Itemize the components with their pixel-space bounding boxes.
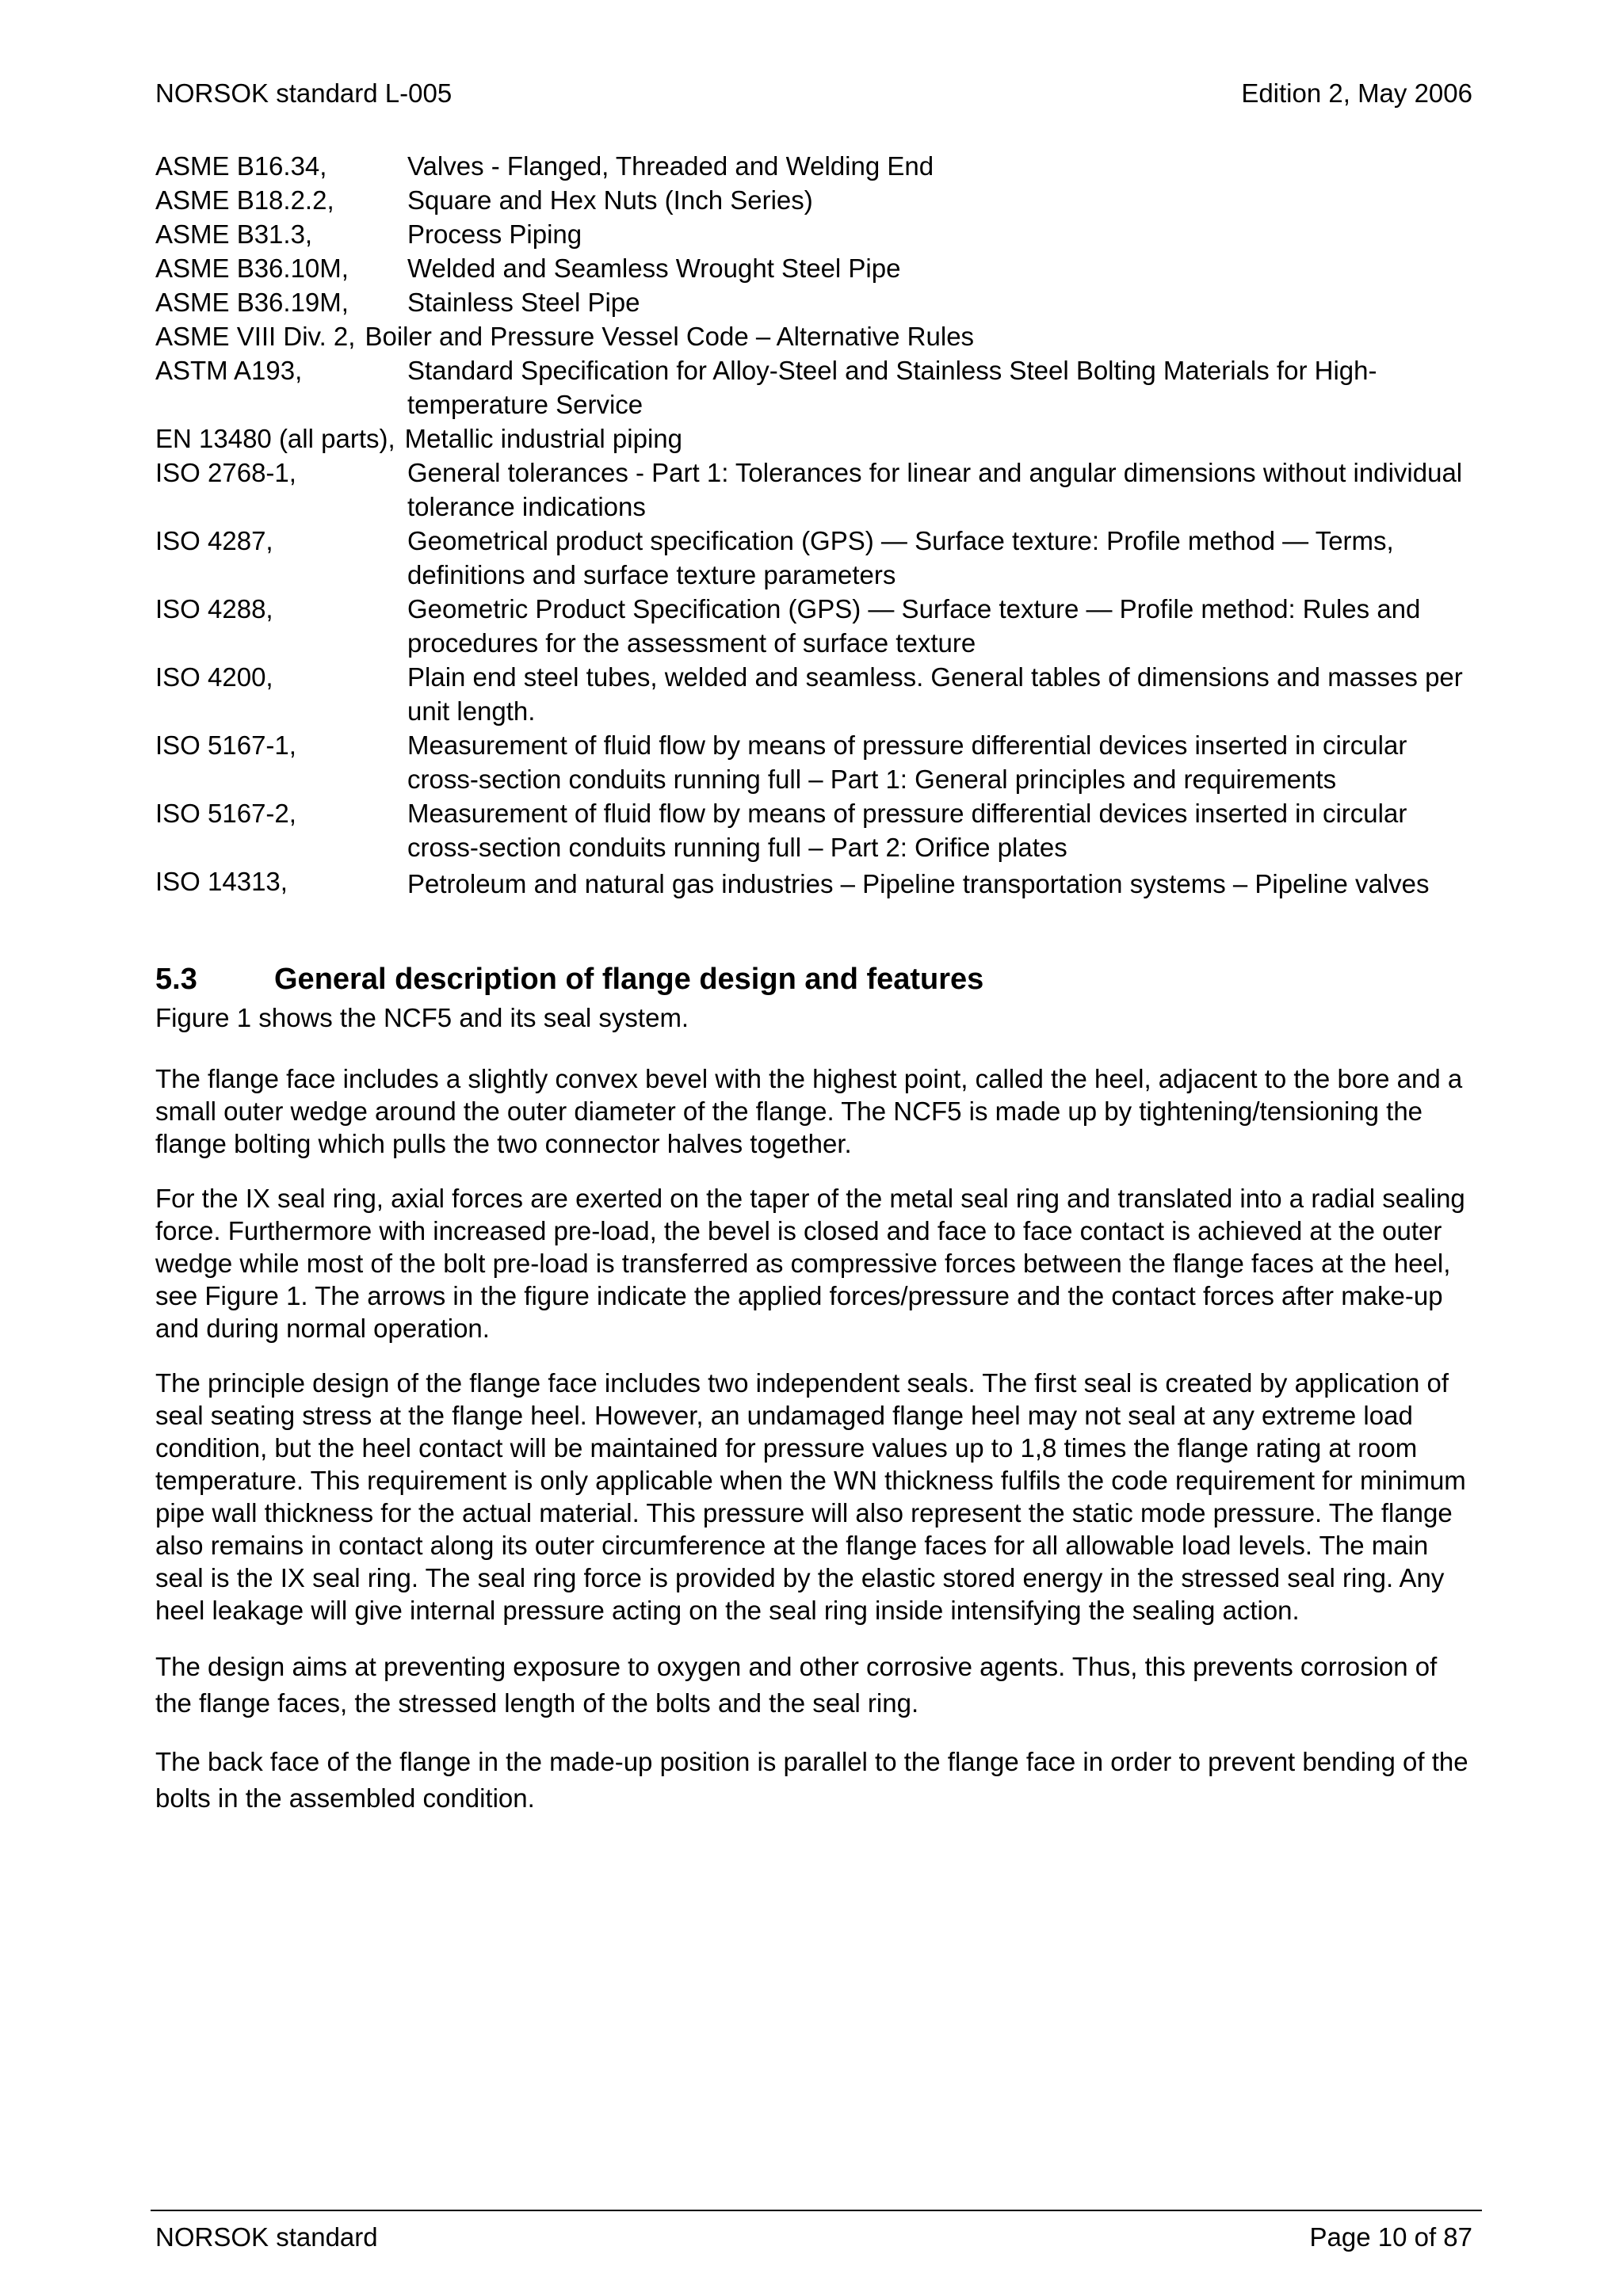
reference-title: Stainless Steel Pipe (407, 288, 640, 317)
reference-title: Geometrical product specification (GPS) — Surface texture: Profile method — Terms, definitions and surface texture parameters (407, 526, 1394, 589)
section-title: General description of flange design and features (274, 963, 984, 996)
reference-code: ASME B36.19M, (155, 288, 349, 317)
reference-code: ISO 14313, (155, 867, 288, 896)
reference-title: Welded and Seamless Wrought Steel Pipe (407, 254, 901, 283)
reference-code: ASME B36.10M, (155, 254, 349, 283)
normative-references-list (155, 149, 1471, 904)
body-paragraph: Figure 1 shows the NCF5 and its seal system. (155, 1003, 689, 1032)
header-edition: Edition 2, May 2006 (1241, 78, 1472, 108)
header-standard-name: NORSOK standard L-005 (155, 78, 453, 108)
reference-code: EN 13480 (all parts), (155, 424, 395, 453)
reference-code: ISO 4288, (155, 594, 273, 624)
footer-divider (151, 2210, 1482, 2211)
reference-title: Measurement of fluid flow by means of pressure differential devices inserted in circular cross-section conduits running full – Part 2: Orifice plates (407, 799, 1407, 862)
body-paragraph: For the IX seal ring, axial forces are exerted on the taper of the metal seal ring and translated into a radial sealing force. Furthermore with increased pre-load, the bevel is closed and face to face contact is achieved at the outer wedge while most of the bolt pre-load is transferred as compressive forces between the flange faces at the heel, see Figure 1. The arrows in the figure indicate the applied forces/pressure and the contact forces after make-up and during normal operation. (155, 1184, 1465, 1343)
reference-row (155, 217, 1471, 251)
reference-code: ASME B31.3, (155, 219, 313, 249)
reference-row (155, 524, 1471, 592)
section-5-3 (155, 960, 1471, 1839)
reference-code: ASME B16.34, (155, 151, 327, 181)
reference-row (155, 660, 1471, 728)
reference-code: ASTM A193, (155, 356, 303, 385)
reference-title: Process Piping (407, 219, 582, 249)
reference-title: Metallic industrial piping (404, 424, 682, 453)
reference-title: General tolerances - Part 1: Tolerances for linear and angular dimensions without individual tolerance indications (407, 458, 1463, 521)
reference-row (155, 183, 1471, 217)
body-paragraph: The flange face includes a slightly convex bevel with the highest point, called the heel, adjacent to the bore and a small outer wedge around the outer diameter of the flange. The NCF5 is made up by tightening/tensioning the flange bolting which pulls the two connector halves together. (155, 1064, 1463, 1158)
reference-code: ISO 5167-1, (155, 730, 296, 760)
page-header (155, 78, 1472, 109)
reference-code: ISO 5167-2, (155, 799, 296, 828)
section-heading (155, 960, 1471, 998)
reference-row (155, 353, 1471, 421)
reference-code: ISO 4200, (155, 662, 273, 692)
reference-title: Measurement of fluid flow by means of pressure differential devices inserted in circular cross-section conduits running full – Part 1: General principles and requirements (407, 730, 1407, 794)
reference-row (155, 456, 1471, 524)
body-paragraph: The principle design of the flange face includes two independent seals. The first seal is created by application of seal seating stress at the flange heel. However, an undamaged flange heel may not seal at any extreme load condition, but the heel contact will be maintained for pressure values up to 1,8 times the flange rating at room temperature. This requirement is only applicable when the WN thickness fulfils the code requirement for minimum pipe wall thickness for the actual material. This pressure will also represent the static mode pressure. The flange also remains in contact along its outer circumference at the flange faces for all allowable load levels. The main seal is the IX seal ring. The seal ring force is provided by the elastic stored energy in the stressed seal ring. Any heel leakage will give internal pressure acting on the seal ring inside intensifying the sealing action. (155, 1368, 1466, 1625)
reference-row (155, 251, 1471, 285)
reference-title: Petroleum and natural gas industries – Pipeline transportation systems – Pipeline valves (407, 869, 1430, 898)
section-number: 5.3 (155, 963, 197, 996)
reference-row (155, 728, 1471, 796)
page-number: Page 10 of 87 (1309, 2222, 1472, 2252)
body-paragraph: The back face of the flange in the made-up position is parallel to the flange face in order to prevent bending of the bolts in the assembled condition. (155, 1747, 1468, 1813)
reference-title: Valves - Flanged, Threaded and Welding End (407, 151, 934, 181)
reference-row (155, 421, 1471, 456)
reference-title: Plain end steel tubes, welded and seamless. General tables of dimensions and masses per unit length. (407, 662, 1463, 726)
reference-code: ISO 4287, (155, 526, 273, 555)
reference-code: ASME VIII Div. 2, (155, 322, 356, 351)
reference-title: Standard Specification for Alloy-Steel and Stainless Steel Bolting Materials for High-temperature Service (407, 356, 1377, 419)
reference-title: Geometric Product Specification (GPS) — Surface texture — Profile method: Rules and procedures for the assessment of surface texture (407, 594, 1421, 658)
reference-row (155, 796, 1471, 864)
reference-row (155, 149, 1471, 183)
reference-code: ASME B18.2.2, (155, 185, 334, 215)
footer-standard-name: NORSOK standard (155, 2222, 378, 2252)
reference-row (155, 592, 1471, 660)
reference-row (155, 285, 1471, 319)
reference-code: ISO 2768-1, (155, 458, 296, 487)
reference-row (155, 319, 1471, 353)
reference-title: Square and Hex Nuts (Inch Series) (407, 185, 813, 215)
reference-title: Boiler and Pressure Vessel Code – Alternative Rules (365, 322, 975, 351)
body-paragraph: The design aims at preventing exposure to oxygen and other corrosive agents. Thus, this prevents corrosion of the flange faces, the stressed length of the bolts and the seal ring. (155, 1652, 1438, 1718)
reference-row (155, 864, 1471, 904)
page-footer (155, 2222, 1472, 2253)
